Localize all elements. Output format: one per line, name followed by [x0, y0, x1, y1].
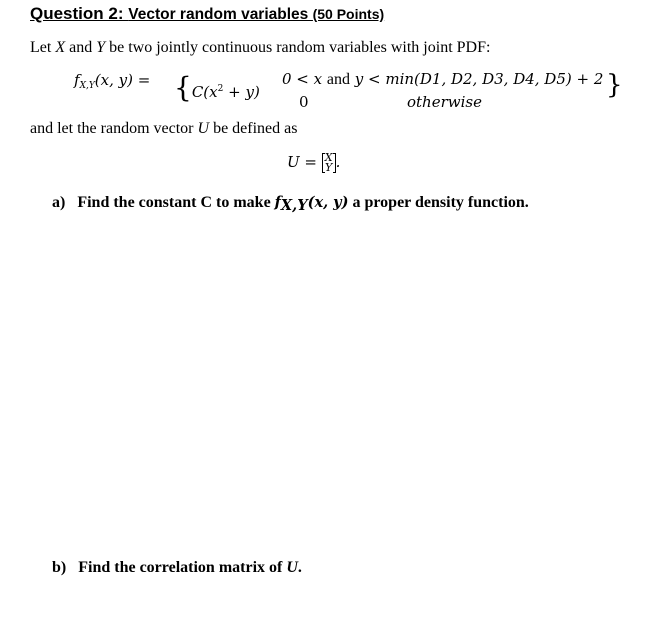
vector-definition [287, 153, 340, 173]
open-brace: { [174, 71, 192, 104]
pdf-subscript: X,Y [79, 81, 95, 91]
part-a-subscript: X,Y [280, 197, 308, 214]
vector-intro-part: and let the random vector [30, 120, 198, 137]
column-vector [322, 153, 336, 173]
pdf-case-2-value: 0 [299, 93, 309, 111]
question-topic: Vector random variables [128, 6, 313, 23]
pdf-condition-1 [282, 70, 603, 89]
part-b-period: . [297, 559, 302, 576]
vector-top: X [324, 151, 333, 164]
question-points: (50 Points) [312, 6, 385, 22]
part-a-rest: a proper density function. [348, 194, 529, 211]
pdf-args: (x, y) = [94, 71, 151, 89]
case1-exponent: 2 [217, 84, 224, 94]
cond1-part-end: y < min(D1, D2, D3, D4, D5) + 2 [350, 70, 604, 88]
vector-intro [30, 120, 297, 138]
intro-part: and [65, 39, 97, 56]
case1-expr-end: + y) [223, 83, 260, 101]
cond1-and: and [326, 71, 350, 88]
part-a-args: (x, y) [307, 194, 349, 211]
question-prefix: Question 2: [30, 4, 129, 23]
part-a-text: Find the constant C to make [77, 194, 275, 211]
var-x: X [55, 39, 66, 56]
vector-intro-part: be defined as [209, 120, 298, 137]
vector-period: . [335, 153, 341, 171]
cond1-part: 0 < x [282, 70, 327, 88]
pdf-condition-2: otherwise [407, 93, 482, 111]
vector-bottom: Y [325, 161, 333, 174]
intro-part: Let [30, 39, 56, 56]
pdf-case-1 [174, 71, 260, 104]
var-y: Y [96, 39, 106, 56]
part-a [52, 194, 529, 214]
pdf-lhs [74, 71, 150, 91]
part-a-f: f [274, 194, 281, 211]
vector-lhs: U = [287, 153, 322, 171]
part-a-number: a) [52, 194, 66, 211]
part-b-text: Find the correlation matrix of [78, 559, 287, 576]
close-brace: } [606, 70, 623, 100]
case1-expr: C(x [191, 83, 218, 101]
intro-part: be two jointly continuous random variables with joint PDF: [105, 39, 491, 56]
intro-text [30, 39, 490, 57]
part-b-number: b) [52, 559, 67, 576]
part-b-u: U [286, 559, 298, 576]
part-b [52, 559, 302, 577]
pdf-f: f [74, 71, 80, 89]
question-title [30, 4, 384, 24]
var-u: U [197, 120, 210, 137]
